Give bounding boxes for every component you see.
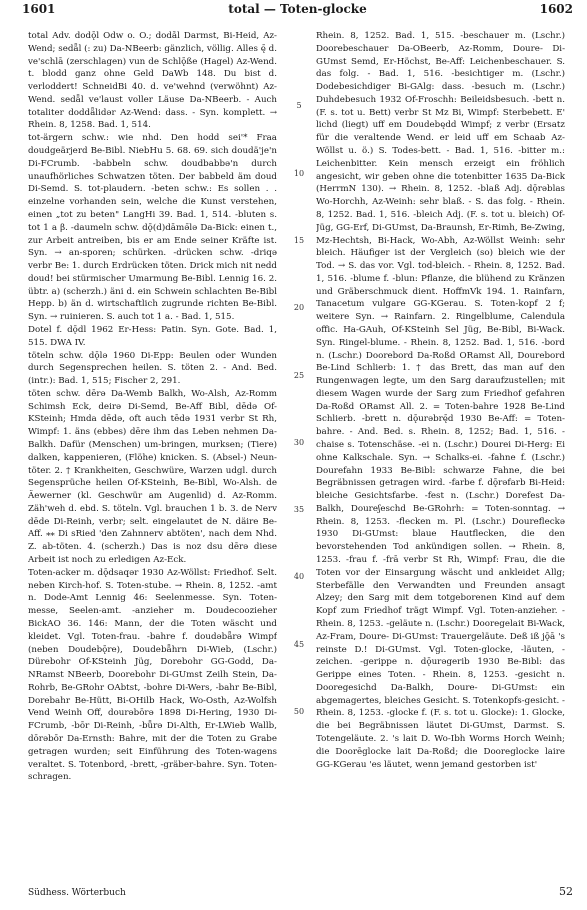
- line-number: 5: [296, 101, 302, 110]
- right-column: [316, 30, 565, 870]
- page-footer: [28, 884, 573, 898]
- left-column: [28, 30, 277, 870]
- entry-toeteln: töteln schw. dǭlǝ 1960 Di-Epp: Beulen oder Wunden durch Segensprechen heilen. S. töten 2. - And. Bed. (intr.): Bad. 1, 515; Fischer 2, 291.: [28, 350, 277, 387]
- entry-total: total Adv. dodǭl Odw o. O.; dodā̇l Darmst, Bi-Heid, Az-Wend; sedǟl (: zu) Da-NBeerb: gänzlich, völlig. Alles ę̄ d. ve'schlā (zerschlagen) vun de Schlǭße (Hagel) Az-Wend. t. blodd ganz ohne Geld DaWb 148. Du bist d. verloddert! SchneidBi 40. d. ve'wehnd (verwöhnt) Az-Wend. sedǟl ve'laust voller Läuse Da-NBeerb. - Auch totaliter doddǟlidǝr Az-Wend: dass. - Syn. komplett. → Rhein. 8, 1258. Bad. 1, 514.: [28, 31, 277, 131]
- line-number: 20: [293, 303, 305, 312]
- entry-toten-acker: Toten-acker m. dǭdsaqǝr 1930 Az-Wöllst: Friedhof. Selt. neben Kirch-hof. S. Toten-stube. → Rhein. 8, 1252. -amt n. Dode-Amt Lennig 46: Seelenmesse. Syn. Toten-messe, Seelen-amt. -anzieher m. Doudecoozieher BickAO 36. 146: Mann, der die Toten wäscht und kleidet. Vgl. Toten-frau. -bahre f. doudǝbǟrǝ Wimpf (neben Doudebǭre), Doudebǟhrn Di-Wieb, (Lschr.) Dürebohr Of-KSteinh Jüg, Dorebohr GG-Godd, Da-NRamst NBeerb, Doorebohr Di-GUmst Zeilh Stein, Da-Rohrb, Be-GRohr OAbtst, -bohre Di-Wers, -bahr Be-Bibl, Dorebahr Be-Hütt, Bi-OHilb Hack, Wo-Osth, Az-Wolfsh Vend Weinh Off, dourǝbōrǝ 1898 Di-Hering, 1930 Di-FCrumb, -bōr Di-Reinh, -bǖrǝ Di-Alth, Er-LWieb Wallb, dōrǝbōr Da-Ernsth: Bahre, mit der die Toten zu Grabe getragen wurden; seit Einführung des Toten-wagens veraltet. S. Totenbord, -brett, -gräber-bahre. Syn. Toten-schragen.: [28, 567, 277, 783]
- running-title: total — Toten-glocke: [228, 2, 367, 16]
- entry-toeten: töten schw. dērǝ Da-Wemb Balkh, Wo-Alsh, Az-Romm Schimsh Eck, deirǝ Di-Semd, Be-Aff Bibl, dēdǝ Of-KSteinh; Hmda dēdǝ, oft auch tēdǝ 1931 verbr St Rh, Wimpf: 1. äns (ebbes) dēre ihm das Leben nehmen Da-Balkh. Dafür (Menschen) um-bringen, murksen; (Tiere) dalken, kappenieren, (Flöhe) knicken. S. (Absel-) Neun-töter. 2. † Krankheiten, Geschwüre, Warzen udgl. durch Segensprüche heilen Of-KSteinh, Be-Bibl, Wo-Alsh. de Äewerner (kl. Geschwür am Augenlid) d. Az-Romm. Zäh'weh d. ebd. S. töteln. Vgl. brauchen 1 b. 3. de Nerv dēde Di-Reinh, verbr; selt. eingelautet de N. däire Be-Aff. ⁎⁎ Di sRied 'den Zahnnerv abtöten', nach dem Nhd. Z. ab-töten. 4. (scherzh.) Das is noz dsu dērǝ diese Arbeit ist noch zu erledigen Az-Eck.: [28, 388, 277, 566]
- entry-toten-beschauer: Rhein. 8, 1252. Bad. 1, 515. -beschauer m. (Lschr.) Doorebeschauer Da-OBeerb, Az-Romm, Doure- Di-GUmst Semd, Er-Höchst, Be-Aff: Leichenbeschauer. S. das folg. - Bad. 1, 516. -besichtiger m. (Lschr.) Dodebesichdiger Bi-GAlg: dass. -besuch m. (Lschr.) Duhdebesuch 1932 Of-Froschh: Beileidsbesuch. -bett n. (F. s. tot u. Bett) verbr St Mz Bi, Wimpf: Sterbebett. E' lichd (liegt) uff em Doudebędd Wimpf; z verbr (Ersatz für die veraltende Wend. er leid uff em Schaab Az-Wöllst u. ö.) S. Todes-bett. - Bad. 1, 516. -bitter m.: Leichenbitter. Kein mensch erzeigt ein fröhlich angesicht, wir geben ohne die totenbitter 1635 Da-Bick (HerrmN 130). → Rhein. 8, 1252. -blaß Adj. dǭrǝblas Wo-Horchh, Az-Weinh: sehr blaß. - S. das folg. - Rhein. 8, 1252. Bad. 1, 516. -bleich Adj. (F. s. tot u. bleich) Of-Jüg, GG-Erf, Di-GUmst, Da-Braunsh, Er-Rimh, Be-Zwing, Mz-Hechtsh, Bi-Hack, Wo-Abh, Az-Wöllst Weinh: sehr bleich. Häufiger ist der Vergleich (so) bleich wie der Tod. → S. das vor. Vgl. tod-bleich. - Rhein. 8, 1252. Bad. 1, 516. -blume f. -blun: Pflanze, die blühend zu Kränzen und Gräberschmuck dient. HoffmVk 194. 1. Rainfarn, Tanacetum vulgare GG-KGerau. S. Toten-kopf 2 f; weitere Syn. → Rainfarn. 2. Ringelblume, Calendula offic. Ha-GAuh, Of-KSteinh Sel Jüg, Be-Bibl, Bi-Wack. Syn. Ringel-blume. - Rhein. 8, 1252. Bad. 1, 516. -bord n. (Lschr.) Doorebord Da-Roßd ORamst All, Dourebord Be-Lind Schlierb: 1. † das Brett, das man auf den Rungenwagen legte, um den Sarg daraufzustellen; mit diesem Wagen wurde der Sarg zum Friedhof gefahren Da-Roßd ORamst All. 2. = Toten-bahre 1928 Be-Lind Schlierb. -brett n. dǭurǝbrę̄d 1930 Be-Aff: = Toten-bahre. - And. Bed. s. Rhein. 8, 1252; Bad. 1, 516. -chaise s. Totenschäse. -ei n. (Lschr.) Dourei Di-Herg: Ei ohne Kalkschale. Syn. → Schalks-ei. -fahne f. (Lschr.) Dourefahn 1933 Be-Bibl: schwarze Fahne, die bei Begräbnissen getragen wird. -farbe f. dǭrǝfarb Bi-Heid: bleiche Gesichtsfarbe. -fest n. (Lschr.) Dorefest Da-Balkh, Doureʃeschd Be-GRohrh: = Toten-sonntag. → Rhein. 8, 1253. -flecken m. Pl. (Lschr.) Dourefleckǝ 1930 Di-GUmst: blaue Hautflecken, die den bevorstehenden Tod ankündigen sollen. → Rhein. 8, 1253. -frau f. -frā verbr St Rh, Wimpf: Frau, die die Toten vor der Einsargung wäscht und ankleidet Allg; Sterbefälle den Verwandten und Freunden ansagt Alzey; den Sarg mit dem totgeborenen Kind auf dem Kopf zum Friedhof trägt Wimpf. Vgl. Toten-anzieher. - Rhein. 8, 1253. -geläute n. (Lschr.) Dooregelait Bi-Wack, Az-Fram, Doure- Di-GUmst: Trauergeläute. Deß iß jǭā 's reinste D.! Di-GUmst. Vgl. Toten-glocke, -läuten, -zeichen. -gerippe n. dǭurǝgerib 1930 Be-Bibl: das Gerippe eines Toten. - Rhein. 8, 1253. -gesicht n. Dooregesichd Da-Balkh, Doure- Di-GUmst: ein abgemagertes, bleiches Gesicht. S. Totenkopfs-gesicht. - Rhein. 8, 1253. -glocke f. (F. s. tot u. Glocke): 1. Glocke, die bei Begräbnissen läutet Di-GUmst, Darmst. S. Totengeläute. 2. 's lait D. Wo-Ibh Worms Horch Weinh; die Doorēglocke lait Da-Roßd; die Dooreglocke laire GG-KGerau 'es läutet, wenn jemand gestorben ist': [316, 31, 565, 770]
- line-number: 50: [293, 707, 305, 716]
- entry-tot-aergern: tot-ärgern schw.: wie nhd. Den hodd sei'* Fraa doudgeärjerd Be-Bibl. NiebHu 5. 68. 69. sich doudä'je'n Di-FCrumb. -babbeln schw. doudbabbǝ'n durch unaufhörliches Schwatzen töten. Der babbeld äm doud Di-Semd. S. tot-plaudern. -beten schw.: Es sollen . . einzelne vorhanden sein, welche die Kunst verstehen, einen „tot zu beten" LangHi 39. Bad. 1, 514. -bluten s. tot 1 a β. -daumeln schw. dǭ(d)dāmǝ̄lǝ Da-Bick: einen t., zur Arbeit antreiben, bis er am Ende seiner Kräfte ist. Syn. → an-sporen; schürken. -drücken schw. -driqǝ verbr Be: 1. durch Erdrücken töten. Drick mich nit nedd doud! bei stürmischer Umarmung Be-Bibl. Lennig 16. 2. übtr. a) (scherzh.) äni d. ein Schwein schlachten Be-Bibl Hepp. b) än d. wirtschaftlich zugrunde richten Be-Bibl. Syn. → ruinieren. S. auch tot 1 a. - Bad. 1, 515.: [28, 133, 277, 323]
- footer-page-number: 52: [559, 885, 573, 898]
- line-number: 45: [293, 640, 305, 649]
- line-number: 35: [293, 505, 305, 514]
- page-header: [22, 2, 573, 18]
- line-number: 40: [293, 572, 305, 581]
- page-number-left: 1601: [22, 2, 56, 16]
- publication-name: Südhess. Wörterbuch: [28, 888, 126, 898]
- entry-dotel: Dotel f. dǭdl 1962 Er-Hess: Patin. Syn. Gote. Bad. 1, 515. DWA IV.: [28, 324, 277, 348]
- line-number: 10: [293, 169, 305, 178]
- page-number-right: 1602: [539, 2, 573, 16]
- line-number: 15: [293, 236, 305, 245]
- line-number: 30: [293, 438, 305, 447]
- line-number: 25: [293, 371, 305, 380]
